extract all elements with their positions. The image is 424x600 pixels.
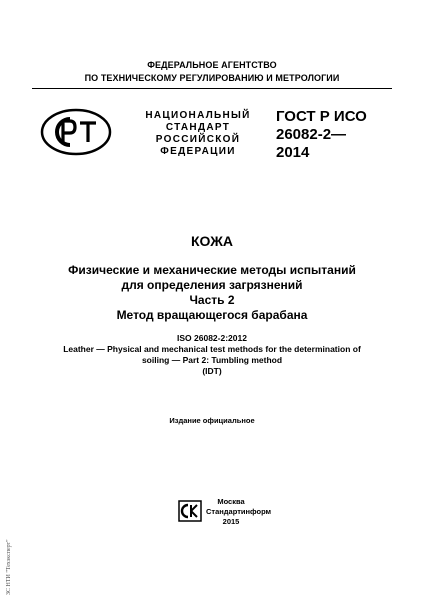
agency-line-1: ФЕДЕРАЛЬНОЕ АГЕНТСТВО <box>147 60 277 70</box>
side-stamp-text: ЗС НТИ "Техэксперт" <box>6 539 12 595</box>
designation-line-1: ГОСТ Р ИСО <box>276 108 367 125</box>
subtitle-line-2: для определения загрязнений <box>121 278 303 292</box>
publisher-name: Стандартинформ <box>206 507 272 516</box>
publisher-year: 2015 <box>222 517 240 526</box>
side-stamp <box>6 505 14 595</box>
designation-line-2: 26082-2— <box>276 126 347 143</box>
agency-line-2: ПО ТЕХНИЧЕСКОМУ РЕГУЛИРОВАНИЮ И МЕТРОЛОГИИ <box>84 73 340 83</box>
standard-line-4: ФЕДЕРАЦИИ <box>160 146 236 157</box>
publisher-info <box>206 497 272 527</box>
header-divider <box>32 88 392 89</box>
standard-line-1: НАЦИОНАЛЬНЫЙ <box>145 110 251 121</box>
publisher-city: Москва <box>217 497 245 506</box>
standard-line-2: СТАНДАРТ <box>165 122 231 133</box>
iso-english-line-2: soiling — Part 2: Tumbling method <box>141 355 283 365</box>
publisher-logo-icon <box>178 500 202 522</box>
iso-english-line-1: Leather — Physical and mechanical test methods for the determination of <box>63 344 361 354</box>
subtitle-line-3: Часть 2 <box>189 293 235 307</box>
subtitle-line-1: Физические и механические методы испытаний <box>68 263 356 277</box>
standard-line-3: РОССИЙСКОЙ <box>155 134 241 145</box>
iso-idt: (IDT) <box>202 366 222 376</box>
iso-code: ISO 26082-2:2012 <box>177 333 247 343</box>
iso-reference <box>0 333 424 377</box>
rst-logo-icon <box>40 108 112 156</box>
agency-header <box>0 59 424 85</box>
national-standard-label <box>140 110 256 158</box>
document-subtitle <box>0 263 424 323</box>
designation-line-3: 2014 <box>276 144 310 161</box>
subtitle-line-4: Метод вращающегося барабана <box>116 308 308 322</box>
document-title: КОЖА <box>190 233 233 249</box>
standard-designation <box>276 108 367 162</box>
edition-label: Издание официальное <box>169 416 255 425</box>
